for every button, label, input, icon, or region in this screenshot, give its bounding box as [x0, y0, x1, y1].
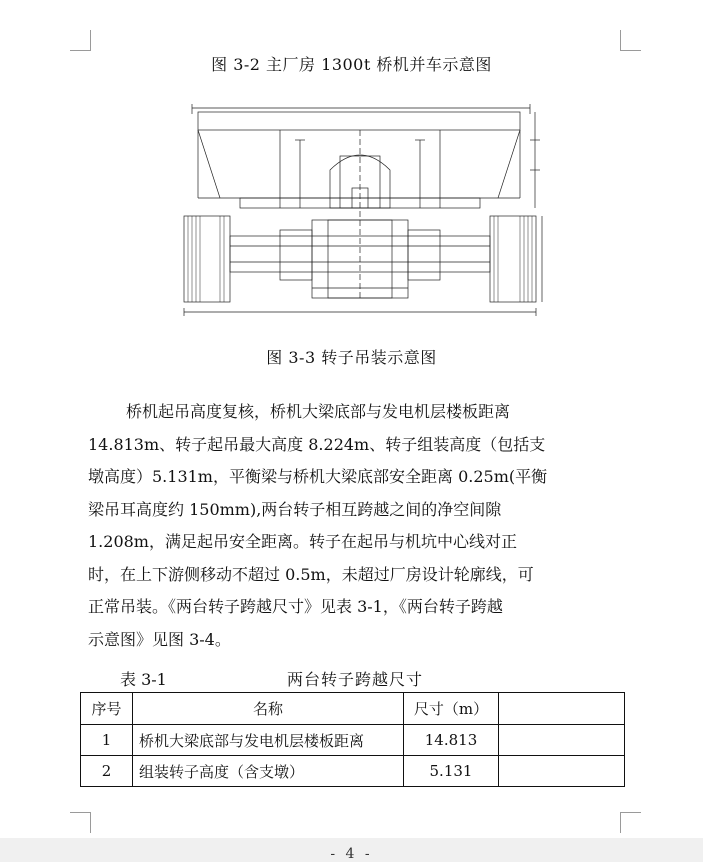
- crop-mark-bottom-left: [70, 812, 91, 833]
- table-label: 表 3-1: [120, 670, 167, 689]
- body-paragraph: [88, 396, 624, 656]
- crop-mark-top-right: [620, 30, 641, 51]
- table-header-row: [81, 693, 625, 725]
- crop-mark-bottom-right: [620, 812, 641, 833]
- paragraph-line: 示意图》见图 3-4。: [88, 629, 231, 649]
- cell-size: 14.813: [404, 725, 499, 756]
- figure-3-2-caption: 图 3-2 主厂房 1300t 桥机并车示意图: [211, 55, 492, 74]
- rotor-crossing-dimensions-table: [80, 692, 625, 787]
- paragraph-line: 正常吊装。《两台转子跨越尺寸》见表 3-1，《两台转子跨越: [88, 597, 503, 616]
- paragraph-line: 14.813m、转子起吊最大高度 8.224m、转子组装高度（包括支: [88, 434, 546, 454]
- paragraph-line: 时，在上下游侧移动不超过 0.5m，未超过厂房设计轮廓线，可: [88, 564, 534, 584]
- cell-serial: 1: [81, 725, 133, 756]
- cell-size: 5.131: [404, 756, 499, 787]
- paragraph-line: 梁吊耳高度约 150mm),两台转子相互跨越之间的净空间隙: [88, 499, 502, 519]
- cell-name: 桥机大梁底部与发电机层楼板距离: [133, 725, 404, 756]
- cell-blank: [499, 725, 625, 756]
- header-serial: 序号: [81, 693, 133, 725]
- page-number: - 4 -: [330, 846, 373, 862]
- table-row: [81, 756, 625, 787]
- paragraph-line: 1.208m，满足起吊安全距离。转子在起吊与机坑中心线对正: [88, 532, 517, 551]
- table-title: 两台转子跨越尺寸: [287, 670, 424, 689]
- cell-blank: [499, 756, 625, 787]
- rotor-lifting-drawing: [180, 100, 550, 322]
- crop-mark-top-left: [70, 30, 91, 51]
- paragraph-line: 桥机起吊高度复核，桥机大梁底部与发电机层楼板距离: [126, 402, 511, 421]
- header-name: 名称: [133, 693, 404, 725]
- table-row: [81, 725, 625, 756]
- header-blank: [499, 693, 625, 725]
- paragraph-line: 墩高度）5.131m，平衡梁与桥机大梁底部安全距离 0.25m(平衡: [88, 467, 548, 486]
- figure-3-3-caption: 图 3-3 转子吊装示意图: [266, 348, 437, 367]
- cell-name: 组装转子高度（含支墩）: [133, 756, 404, 787]
- header-size: 尺寸（m）: [404, 693, 499, 725]
- cell-serial: 2: [81, 756, 133, 787]
